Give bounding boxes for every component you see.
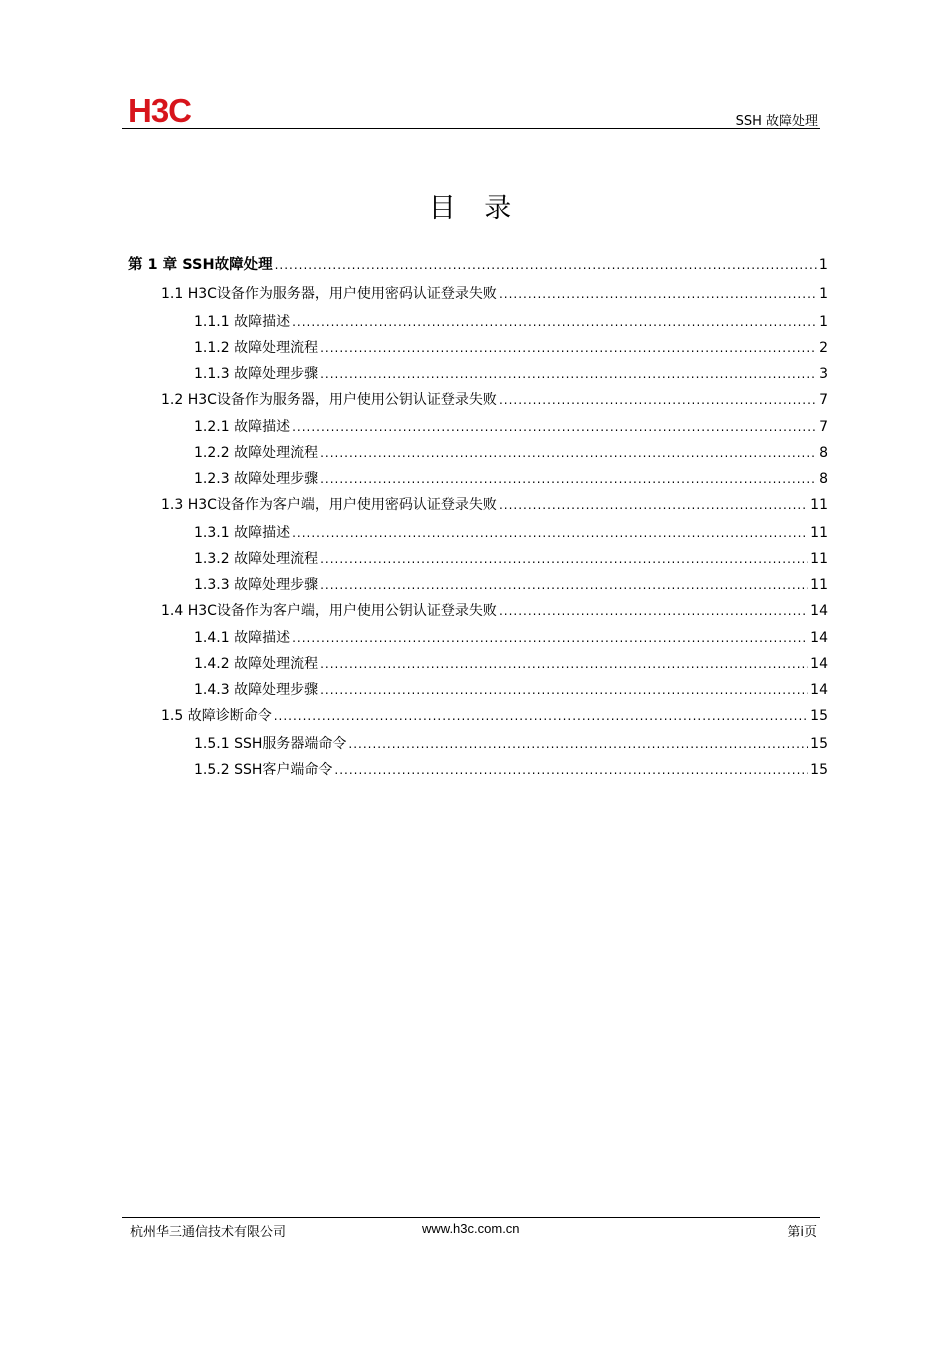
- toc-entry-page: 14: [810, 630, 828, 646]
- toc-entry-1-3[interactable]: [128, 494, 828, 522]
- toc-entry-page: 3: [819, 365, 828, 382]
- toc-dot-leader: [274, 709, 808, 723]
- toc-entry-1-1-1[interactable]: [128, 311, 828, 337]
- toc-dot-leader: [320, 367, 817, 381]
- toc-entry-label: 1.2.1 故障描述: [194, 419, 291, 435]
- toc-entry-label: 1.1.3 故障处理步骤: [194, 365, 319, 382]
- toc-entry-label: 1.4.1 故障描述: [194, 630, 291, 646]
- toc-entry-label: 1.3.3 故障处理步骤: [194, 576, 319, 593]
- toc-entry-page: 7: [819, 419, 828, 435]
- toc-dot-leader: [499, 604, 808, 618]
- toc-entry-page: 14: [810, 602, 828, 619]
- toc-entry-page: 14: [810, 656, 828, 672]
- toc-entry-page: 1: [818, 257, 828, 273]
- toc-entry-1-4[interactable]: [128, 600, 828, 628]
- toc-entry-page: 1: [819, 286, 828, 302]
- toc-entry-label: 1.2.3 故障处理步骤: [194, 471, 319, 487]
- header-document-title: SSH 故障处理: [735, 114, 818, 129]
- toc-dot-leader: [292, 631, 808, 645]
- footer-page-number: 第i页: [787, 1225, 817, 1240]
- toc-entry-label: 1.1 H3C设备作为服务器，用户使用密码认证登录失败: [161, 286, 497, 302]
- toc-dot-leader: [320, 657, 808, 671]
- toc-entry-chapter-1[interactable]: [128, 253, 828, 283]
- toc-entry-1-1-3[interactable]: [128, 363, 828, 389]
- toc-entry-page: 11: [810, 550, 828, 567]
- toc-entry-label: 第 1 章 SSH故障处理: [128, 257, 273, 273]
- toc-entry-page: 15: [810, 735, 828, 752]
- toc-dot-leader: [499, 393, 817, 407]
- toc-entry-page: 2: [819, 339, 828, 356]
- toc-dot-leader: [320, 472, 817, 486]
- toc-entry-1-4-1[interactable]: [128, 627, 828, 653]
- toc-entry-label: 1.1.1 故障描述: [194, 313, 291, 330]
- toc-dot-leader: [334, 763, 808, 777]
- toc-dot-leader: [320, 552, 808, 566]
- toc-entry-1-3-1[interactable]: [128, 522, 828, 548]
- toc-entry-page: 8: [819, 471, 828, 487]
- toc-entry-label: 1.4 H3C设备作为客户端，用户使用公钥认证登录失败: [161, 602, 497, 619]
- toc-entry-label: 1.5.2 SSH客户端命令: [194, 761, 333, 778]
- toc-dot-leader: [320, 578, 808, 592]
- toc-dot-leader: [499, 287, 817, 301]
- toc-dot-leader: [292, 420, 817, 434]
- toc-entry-1-4-3[interactable]: [128, 679, 828, 705]
- toc-dot-leader: [348, 737, 808, 751]
- toc-entry-label: 1.5.1 SSH服务器端命令: [194, 735, 347, 752]
- toc-entry-label: 1.2.2 故障处理流程: [194, 445, 319, 461]
- toc-entry-page: 15: [810, 708, 828, 724]
- toc-entry-page: 11: [810, 524, 828, 541]
- toc-entry-1-5-1[interactable]: [128, 733, 828, 759]
- toc-entry-1-1[interactable]: [128, 283, 828, 311]
- toc-entry-label: 1.2 H3C设备作为服务器，用户使用公钥认证登录失败: [161, 391, 497, 408]
- toc-entry-page: 7: [819, 391, 828, 408]
- toc-dot-leader: [320, 341, 817, 355]
- toc-entry-page: 1: [819, 313, 828, 330]
- table-of-contents: [128, 253, 828, 785]
- toc-entry-label: 1.3.1 故障描述: [194, 524, 291, 541]
- toc-entry-1-4-2[interactable]: [128, 653, 828, 679]
- footer-company-name: 杭州华三通信技术有限公司: [130, 1225, 287, 1240]
- toc-dot-leader: [499, 498, 808, 512]
- toc-entry-1-5[interactable]: [128, 705, 828, 733]
- toc-entry-label: 1.4.3 故障处理步骤: [194, 682, 319, 698]
- toc-entry-label: 1.3 H3C设备作为客户端，用户使用密码认证登录失败: [161, 497, 497, 513]
- header-divider: [122, 128, 820, 129]
- toc-entry-label: 1.3.2 故障处理流程: [194, 550, 319, 567]
- toc-entry-page: 11: [810, 576, 828, 593]
- toc-entry-page: 8: [819, 445, 828, 461]
- toc-entry-page: 14: [810, 682, 828, 698]
- toc-dot-leader: [292, 526, 808, 540]
- toc-dot-leader: [320, 683, 808, 697]
- toc-title: 目 录: [428, 193, 522, 224]
- toc-dot-leader: [292, 315, 817, 329]
- footer-website-link[interactable]: www.h3c.com.cn: [422, 1221, 520, 1236]
- toc-entry-label: 1.4.2 故障处理流程: [194, 656, 319, 672]
- toc-dot-leader: [275, 258, 817, 272]
- toc-dot-leader: [320, 446, 817, 460]
- toc-entry-1-3-3[interactable]: [128, 574, 828, 600]
- toc-entry-page: 11: [810, 497, 828, 513]
- toc-entry-1-2[interactable]: [128, 389, 828, 417]
- toc-entry-1-5-2[interactable]: [128, 759, 828, 785]
- toc-entry-1-2-3[interactable]: [128, 468, 828, 494]
- toc-entry-page: 15: [810, 761, 828, 778]
- toc-entry-1-3-2[interactable]: [128, 548, 828, 574]
- toc-entry-1-1-2[interactable]: [128, 337, 828, 363]
- h3c-logo: H3C: [128, 92, 192, 129]
- toc-entry-1-2-1[interactable]: [128, 416, 828, 442]
- toc-entry-label: 1.1.2 故障处理流程: [194, 339, 319, 356]
- toc-entry-label: 1.5 故障诊断命令: [161, 708, 272, 724]
- footer-divider: [122, 1217, 820, 1218]
- toc-entry-1-2-2[interactable]: [128, 442, 828, 468]
